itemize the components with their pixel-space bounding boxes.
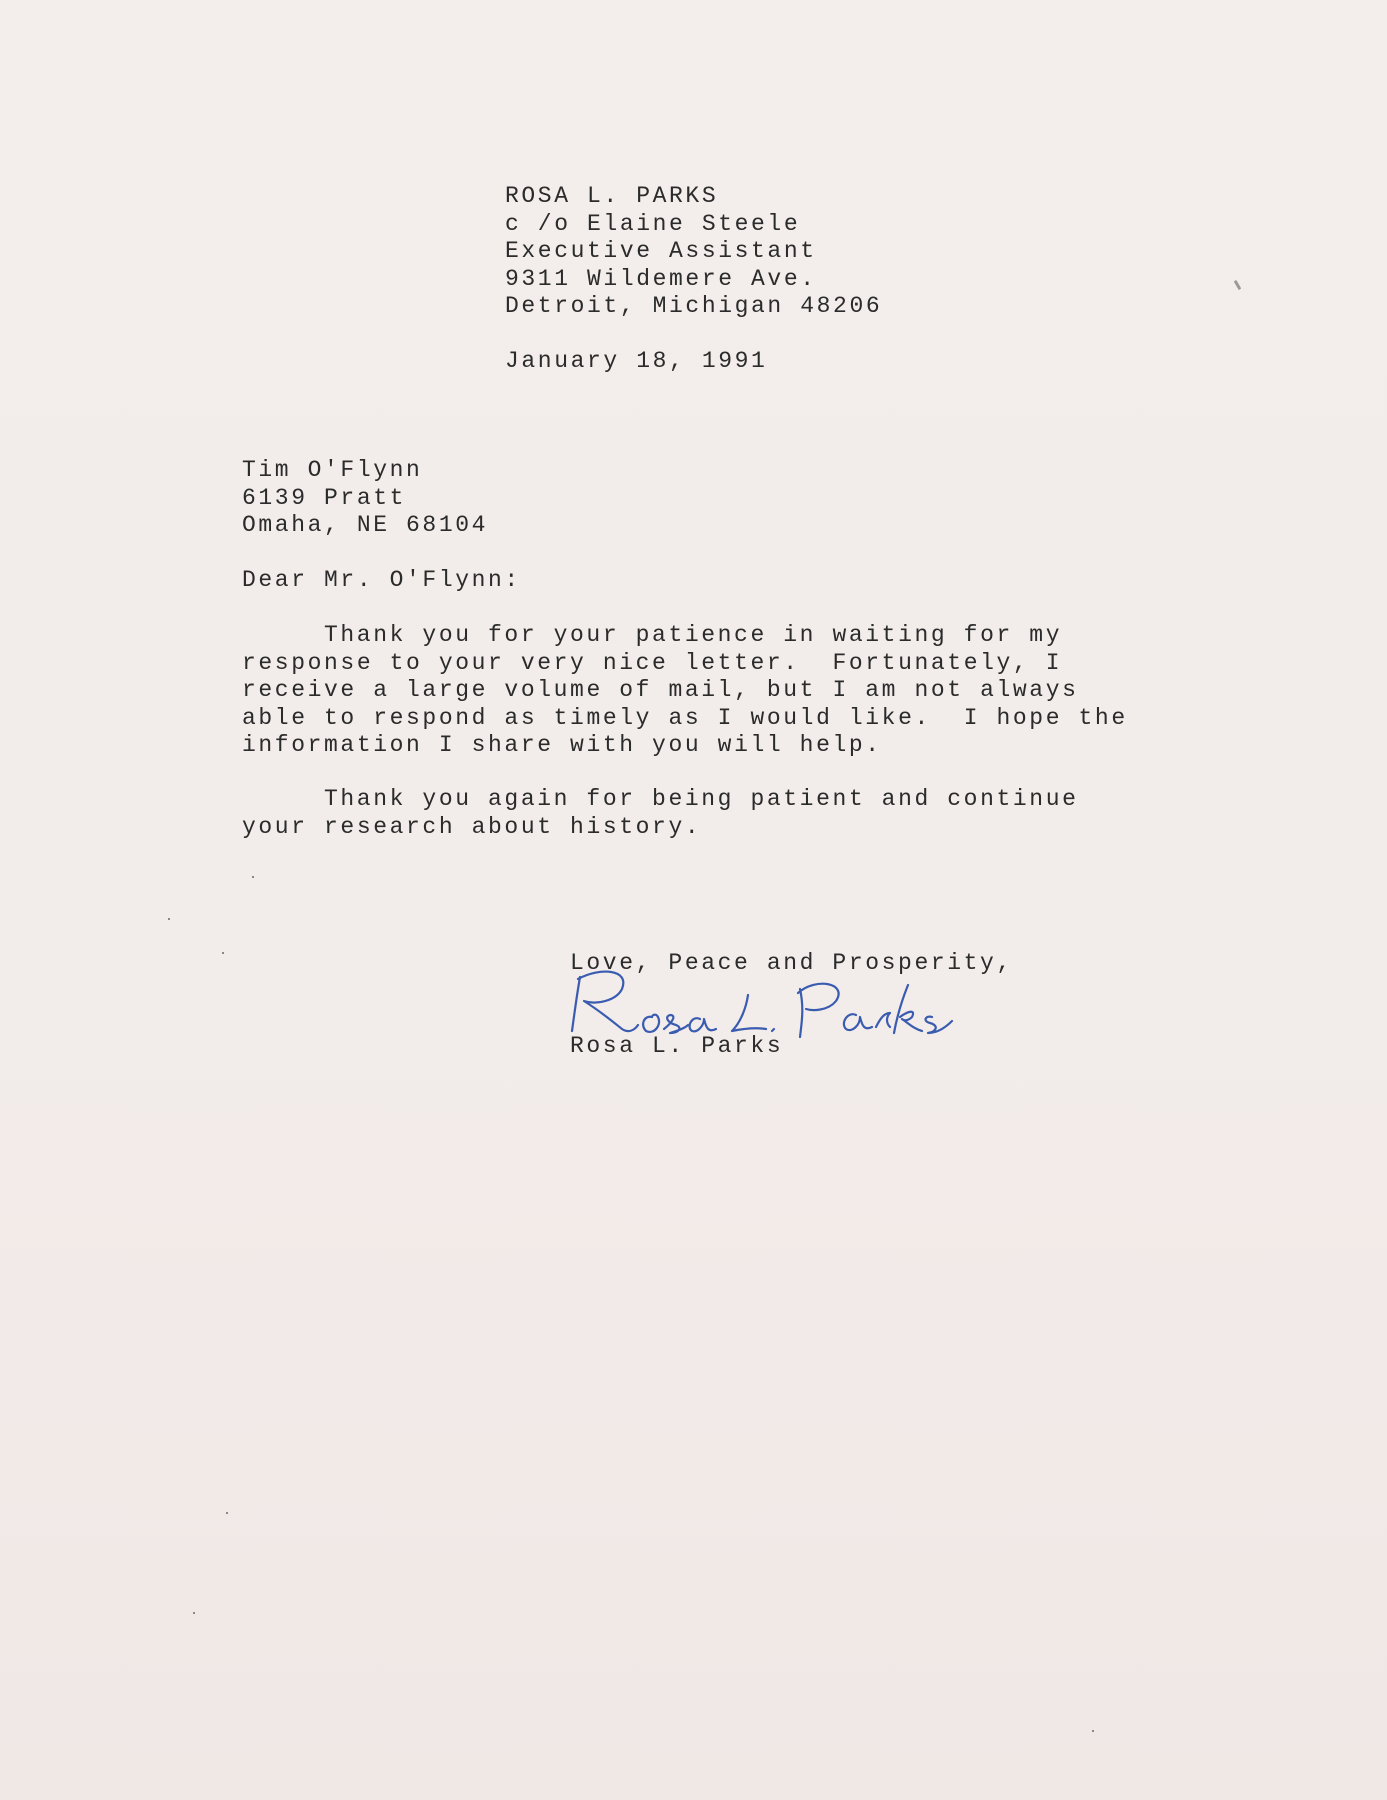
letter-date-block [505, 348, 767, 376]
recipient-name: Tim O'Flynn [242, 457, 423, 483]
typed-name: Rosa L. Parks [570, 1033, 784, 1059]
body-paragraph-1 [242, 622, 1128, 760]
paper-speck [1234, 280, 1242, 290]
paper-speck [168, 918, 170, 920]
sender-street: 9311 Wildemere Ave. [505, 265, 817, 292]
recipient-street: 6139 Pratt [242, 484, 407, 511]
body-paragraph-2 [242, 786, 1079, 841]
sender-city: Detroit, Michigan 48206 [505, 293, 883, 319]
salutation: Dear Mr. O'Flynn: [242, 567, 521, 593]
salutation-block [242, 567, 521, 595]
recipient-address-block [242, 457, 488, 540]
paragraph-line: able to respond as timely as I would like. I hope the [242, 704, 1128, 731]
paragraph-line: your research about history. [242, 813, 702, 840]
paragraph-line: receive a large volume of mail, but I am not always [242, 677, 1079, 703]
closing: Love, Peace and Prosperity, [570, 950, 1013, 976]
paragraph-line: Thank you again for being patient and continue [324, 786, 1079, 812]
paper-speck [252, 876, 254, 878]
sender-title: Executive Assistant [505, 238, 817, 264]
paper-speck [1092, 1730, 1094, 1732]
recipient-city: Omaha, NE 68104 [242, 512, 489, 538]
paper-speck [226, 1512, 228, 1514]
sender-address-block [505, 183, 882, 321]
sender-name: ROSA L. PARKS [505, 183, 719, 209]
paragraph-line: Thank you for your patience in waiting for my [324, 622, 1063, 648]
paragraph-line: response to your very nice letter. Fortunately, I [242, 649, 1063, 676]
sender-care-of: c /o Elaine Steele [505, 210, 801, 237]
paper-speck [193, 1612, 195, 1614]
typed-name-block [570, 1033, 783, 1061]
paragraph-line: information I share with you will help. [242, 732, 882, 758]
letter-date: January 18, 1991 [505, 348, 768, 374]
paper-speck [222, 952, 224, 954]
